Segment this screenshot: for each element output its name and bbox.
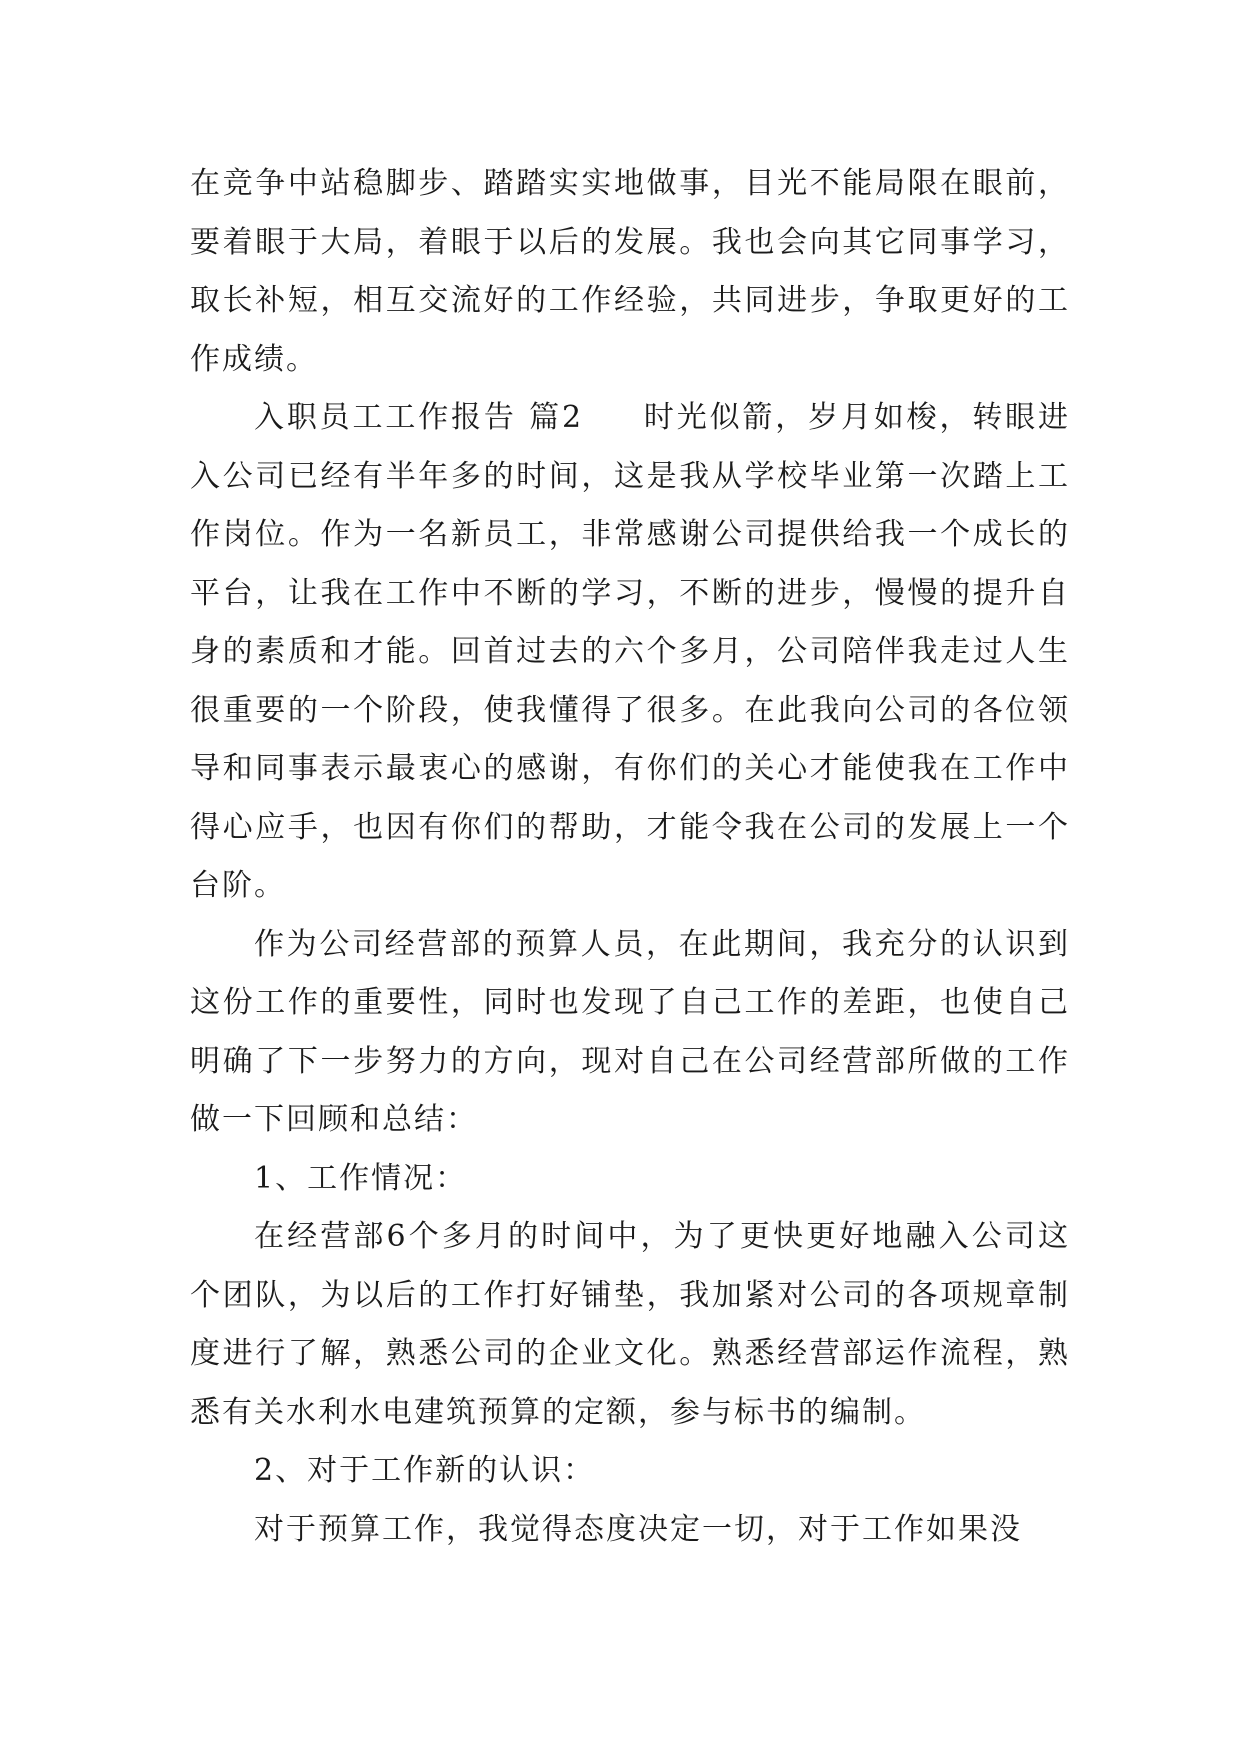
report-intro-text: 时光似箭，岁月如梭，转眼进入公司已经有半年多的时间，这是我从学校毕业第一次踏上工作岗位。作为一名新员工，非常感谢公司提供给我一个成长的平台，让我在工作中不断的学习，不断的进步，慢慢的提升自身的素质和才能。回首过去的六个多月，公司陪伴我走过人生很重要的一个阶段，使我懂得了很多。在此我向公司的各位领导和同事表示最衷心的感谢，有你们的关心才能使我在工作中得心应手，也因有你们的帮助，才能令我在公司的发展上一个台阶。 [190, 400, 1070, 903]
paragraph-role-summary: 作为公司经营部的预算人员，在此期间，我充分的认识到这份工作的重要性，同时也发现了自己工作的差距，也使自己明确了下一步努力的方向，现对自己在公司经营部所做的工作做一下回顾和总结： [190, 926, 1070, 1137]
section-heading: 入职员工工作报告 篇2 [254, 400, 584, 435]
document-body [190, 155, 1070, 1559]
paragraph-work-status: 在经营部6个多月的时间中，为了更快更好地融入公司这个团队，为以后的工作打好铺垫，我加紧对公司的各项规章制度进行了解，熟悉公司的企业文化。熟悉经营部运作流程，熟悉有关水利水电建筑预算的定额，参与标书的编制。 [190, 1219, 1070, 1430]
paragraph-report-intro [190, 389, 1070, 916]
paragraph-new-understanding: 对于预算工作，我觉得态度决定一切，对于工作如果没 [254, 1511, 1022, 1547]
paragraph-competition: 在竞争中站稳脚步、踏踏实实地做事，目光不能局限在眼前，要着眼于大局，着眼于以后的发展。我也会向其它同事学习，取长补短，相互交流好的工作经验，共同进步，争取更好的工作成绩。 [190, 166, 1070, 377]
list-heading-work-status: 1、工作情况： [254, 1160, 468, 1196]
list-heading-new-understanding: 2、对于工作新的认识： [254, 1453, 596, 1488]
